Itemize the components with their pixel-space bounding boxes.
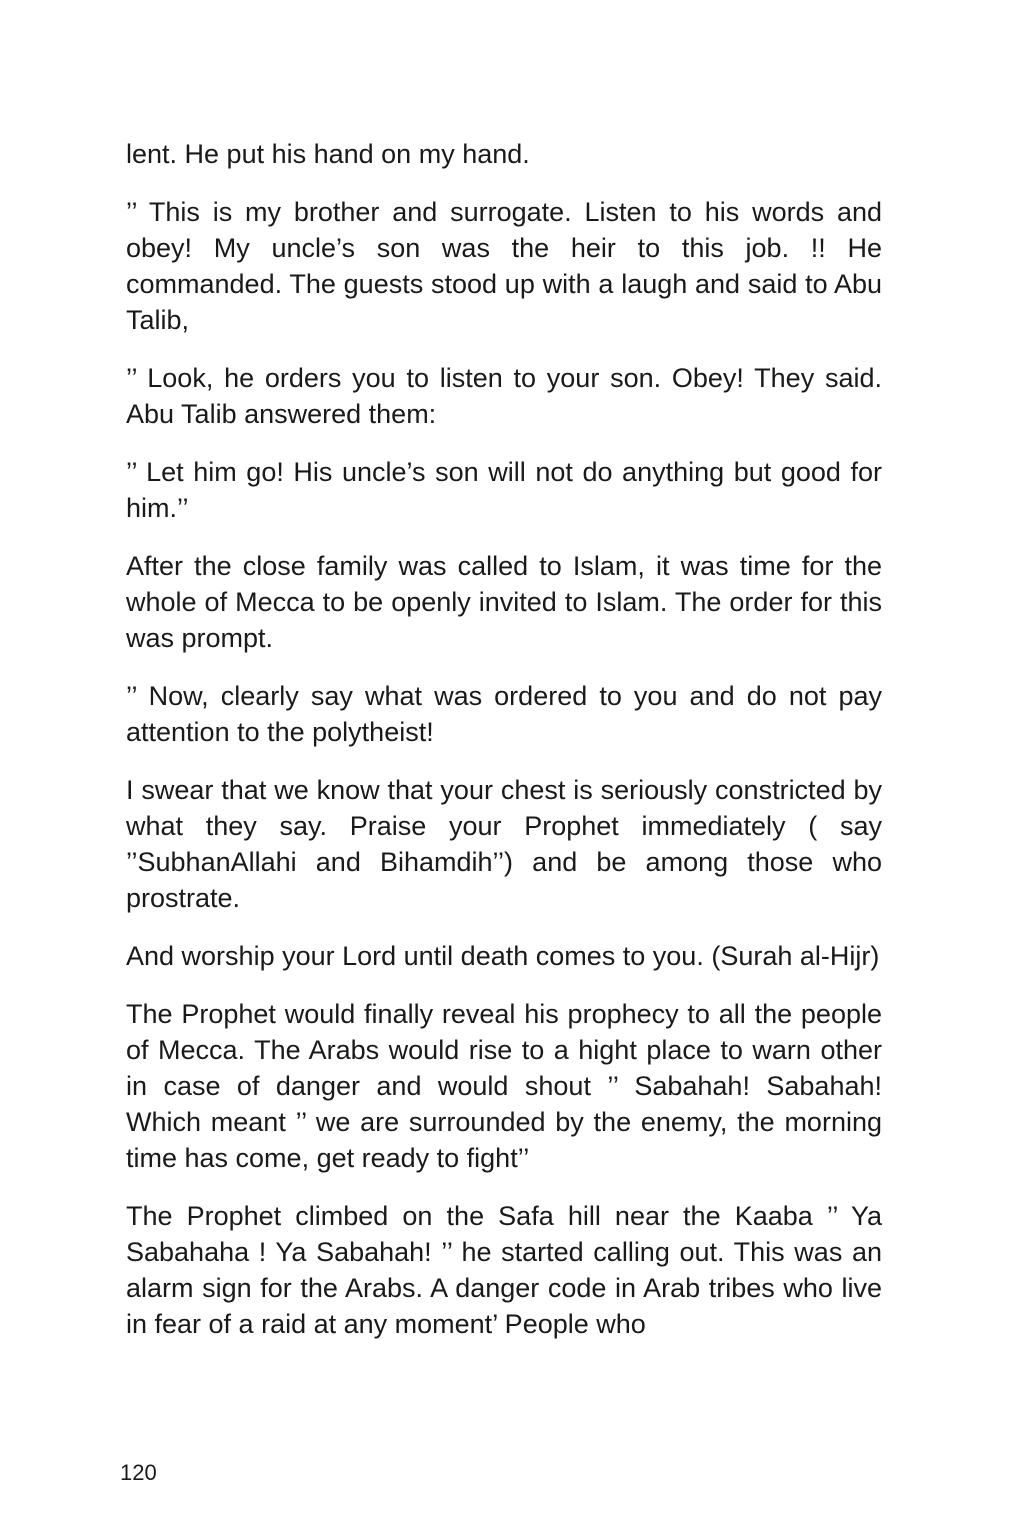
paragraph: ’’ Now, clearly say what was ordered to you and do not pay attention to the polytheist! — [126, 681, 882, 747]
paragraph: The Prophet would finally reveal his prophecy to all the people of Mecca. The Arabs would rise to a hight place to warn other in case of danger and would shout ’’ Sabahah! Sabahah! Which meant ’’ we are surrounded by the enemy, the morning time has come, get ready to fight’’ — [126, 999, 882, 1173]
paragraph: I swear that we know that your chest is seriously constricted by what they say. Praise your Prophet immediately ( say ’’SubhanAllahi and Bihamdih’’) and be among those who prostrate. — [126, 775, 882, 913]
body-text — [126, 136, 882, 1364]
paragraph: The Prophet climbed on the Safa hill near the Kaaba ’’ Ya Sabahaha ! Ya Sabahah! ’’ he started calling out. This was an alarm sign for the Arabs. A danger code in Arab tribes who live in fear of a raid at any moment’ People who — [126, 1201, 882, 1339]
paragraph: And worship your Lord until death comes to you. (Surah al-Hijr) — [126, 941, 880, 971]
paragraph: ’’ Let him go! His uncle’s son will not do anything but good for him.’’ — [126, 457, 882, 523]
paragraph: lent. He put his hand on my hand. — [126, 139, 530, 169]
page-number: 120 — [120, 1460, 157, 1485]
paragraph: After the close family was called to Islam, it was time for the whole of Mecca to be openly invited to Islam. The order for this was prompt. — [126, 551, 882, 653]
paragraph: ’’ Look, he orders you to listen to your son. Obey! They said. Abu Talib answered them: — [126, 363, 882, 429]
paragraph: ’’ This is my brother and surrogate. Listen to his words and obey! My uncle’s son was the heir to this job. !! He commanded. The guests stood up with a laugh and said to Abu Talib, — [126, 197, 882, 335]
